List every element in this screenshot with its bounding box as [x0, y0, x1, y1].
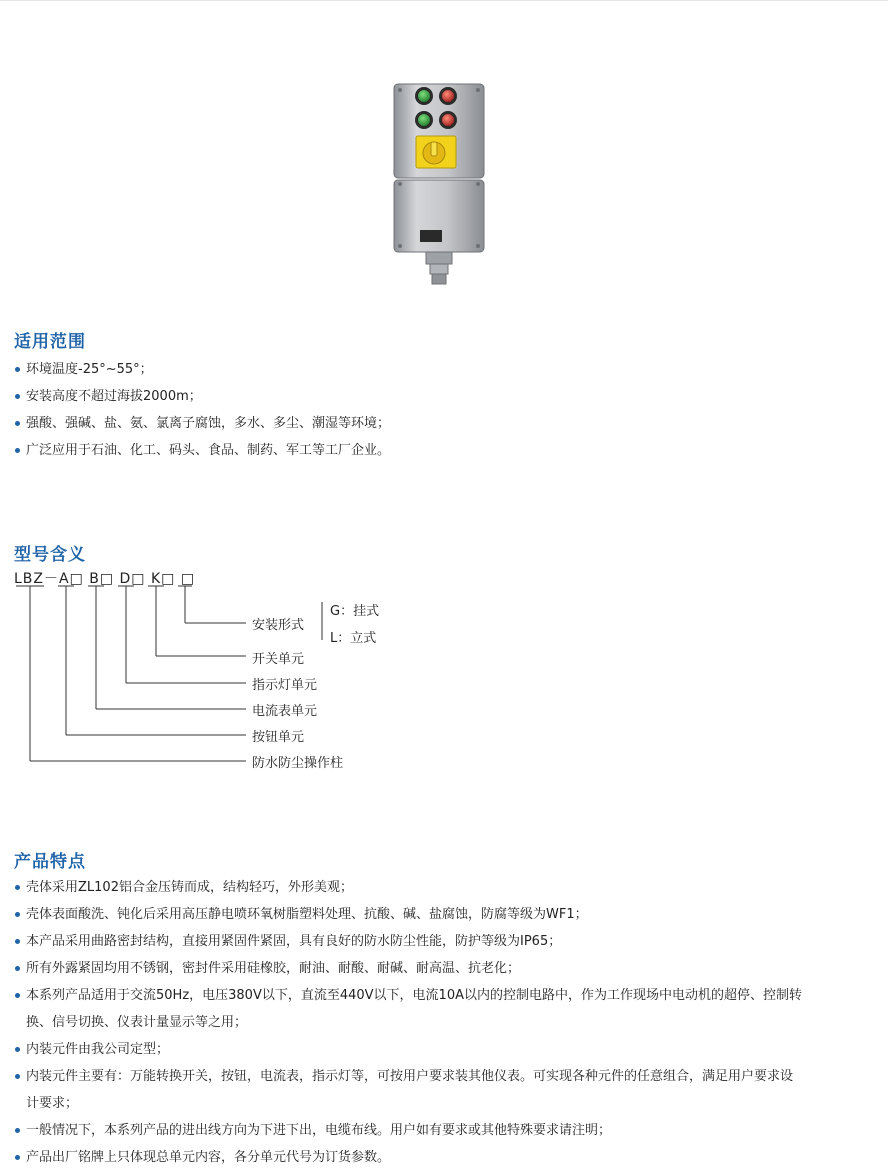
label-install: 安装形式: [252, 618, 305, 633]
list-item: 壳体表面酸洗、钝化后采用高压静电喷环氧树脂塑料处理、抗酸、碱、盐腐蚀，防腐等级为WF1；: [14, 901, 874, 928]
application-list: [14, 356, 874, 464]
list-item: 壳体采用ZL102铝合金压铸而成，结构轻巧，外形美观；: [14, 874, 874, 901]
label-switch: 开关单元: [252, 652, 305, 667]
label-button: 按钮单元: [252, 730, 305, 745]
model-code: LBZ－A□ B□ D□ K□ □: [14, 571, 196, 587]
model-title: 型号含义: [14, 545, 86, 565]
list-item: 本系列产品适用于交流50Hz，电压380V以下，直流至440V以下，电流10A以内的控制电路中，作为工作现场中电动机的超停、控制转 换、信号切换、仪表计量显示等之用；: [14, 982, 874, 1036]
list-item: 内装元件主要有：万能转换开关，按钮，电流表，指示灯等，可按用户要求装其他仪表。可实现各种元件的任意组合，满足用户要求设 计要求；: [14, 1063, 874, 1117]
product-image: [386, 80, 492, 300]
install-option-l: L：立式: [330, 631, 377, 646]
features-list: [14, 874, 874, 1171]
top-divider: [0, 0, 888, 1]
list-item: 广泛应用于石油、化工、码头、食品、制药、军工等工厂企业。: [14, 437, 874, 464]
list-item: 本产品采用曲路密封结构，直接用紧固件紧固，具有良好的防水防尘性能，防护等级为IP65；: [14, 928, 874, 955]
list-item: 产品出厂铭牌上只体现总单元内容，各分单元代号为订货参数。: [14, 1144, 874, 1171]
label-ammeter: 电流表单元: [252, 704, 318, 719]
list-item: 环境温度-25°~55°；: [14, 356, 874, 383]
list-item: 内装元件由我公司定型；: [14, 1036, 874, 1063]
application-title: 适用范围: [14, 332, 86, 352]
list-item: 强酸、强碱、盐、氨、氯离子腐蚀，多水、多尘、潮湿等环境；: [14, 410, 874, 437]
label-indicator: 指示灯单元: [252, 678, 318, 693]
features-title: 产品特点: [14, 852, 86, 872]
list-item: 一般情况下，本系列产品的进出线方向为下进下出，电缆布线。用户如有要求或其他特殊要求请注明；: [14, 1117, 874, 1144]
label-column: 防水防尘操作柱: [252, 756, 344, 771]
install-option-g: G：挂式: [330, 604, 380, 619]
list-item: 安装高度不超过海拔2000m；: [14, 383, 874, 410]
list-item: 所有外露紧固均用不锈钢，密封件采用硅橡胶，耐油、耐酸、耐碱、耐高温、抗老化；: [14, 955, 874, 982]
